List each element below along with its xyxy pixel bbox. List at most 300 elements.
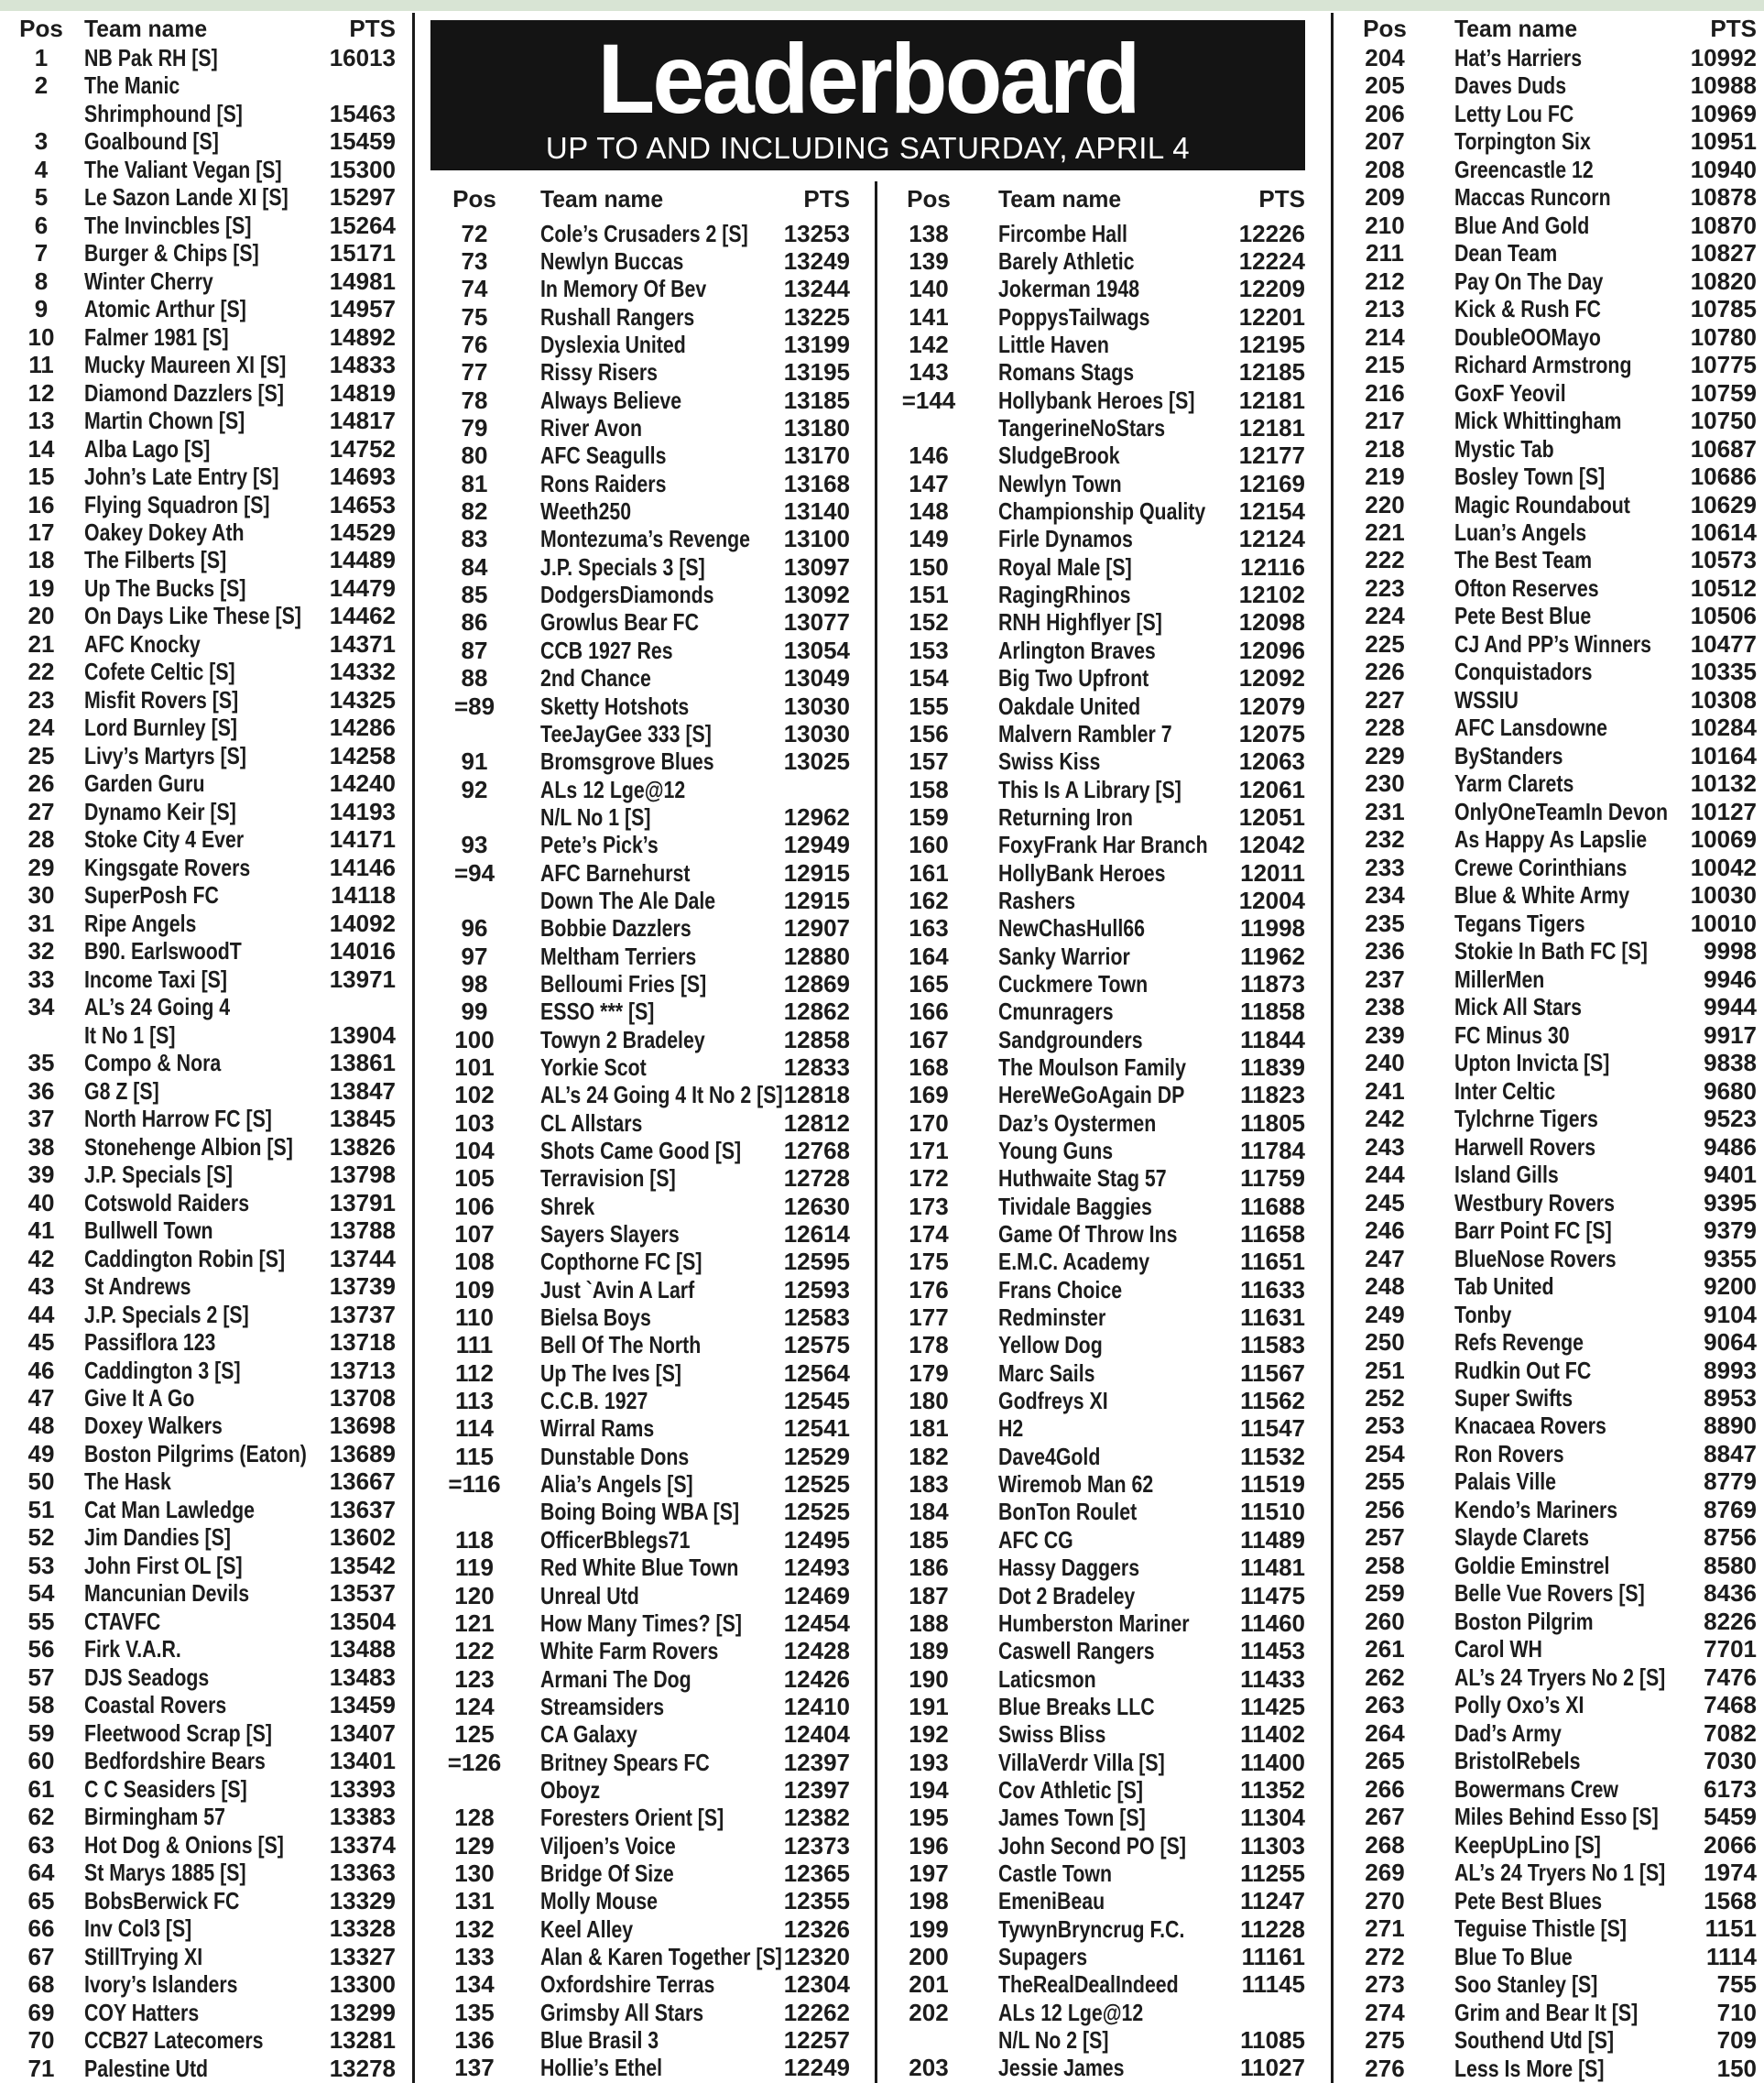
points-cell: 13092 xyxy=(783,581,850,609)
points-cell: 6173 xyxy=(1704,1774,1757,1803)
leaderboard-row xyxy=(892,414,1305,442)
points-cell: 12525 xyxy=(783,1470,850,1499)
position-cell: 81 xyxy=(461,469,488,497)
points-cell: 13170 xyxy=(783,442,850,470)
team-name-cell: RNH Highflyer [S] xyxy=(998,608,1162,637)
points-cell: 11688 xyxy=(1240,1192,1305,1220)
points-cell: 10629 xyxy=(1690,490,1757,518)
leaderboard-row xyxy=(892,1332,1305,1359)
team-name-cell: AL’s 24 Tryers No 2 [S] xyxy=(1454,1663,1666,1691)
leaderboard-row xyxy=(438,1832,850,1859)
points-cell: 11583 xyxy=(1240,1331,1305,1359)
points-cell: 13904 xyxy=(329,1020,396,1049)
team-name-cell: On Days Like These [S] xyxy=(84,602,301,630)
points-cell: 10030 xyxy=(1690,881,1757,910)
points-cell: 12320 xyxy=(783,1942,850,1970)
position-cell: 273 xyxy=(1365,1970,1405,1999)
position-cell: 138 xyxy=(909,219,949,247)
leaderboard-row xyxy=(1348,1663,1757,1691)
position-cell: 238 xyxy=(1365,993,1405,1021)
team-name-cell: The Invincbles [S] xyxy=(84,211,252,239)
leaderboard-row xyxy=(892,1805,1305,1832)
leaderboard-row xyxy=(438,1943,850,1970)
points-cell: 12181 xyxy=(1238,414,1305,442)
points-cell: 13180 xyxy=(783,414,850,442)
leaderboard-row xyxy=(892,1249,1305,1276)
team-name-cell: Kick & Rush FC xyxy=(1454,295,1601,323)
team-name-cell: Foresters Orient [S] xyxy=(540,1804,724,1832)
points-cell: 10951 xyxy=(1690,127,1757,156)
leaderboard-row xyxy=(7,1105,396,1132)
position-cell: 258 xyxy=(1365,1551,1405,1579)
leaderboard-row xyxy=(438,497,850,525)
position-cell: 37 xyxy=(27,1105,55,1133)
points-cell: 13798 xyxy=(329,1161,396,1189)
points-cell: 12154 xyxy=(1238,497,1305,526)
leaderboard-row xyxy=(1348,854,1757,881)
points-cell: 11962 xyxy=(1240,942,1305,970)
points-cell: 11027 xyxy=(1240,2054,1305,2082)
points-cell: 14653 xyxy=(329,490,396,518)
leaderboard-row xyxy=(438,2055,850,2082)
team-name-cell: Pete Best Blues xyxy=(1454,1886,1603,1914)
team-name-cell: Burger & Chips [S] xyxy=(84,239,259,267)
leaderboard-row xyxy=(438,387,850,414)
team-name-cell: Cat Man Lawledge xyxy=(84,1495,255,1523)
position-cell: 235 xyxy=(1365,909,1405,937)
points-cell: 10870 xyxy=(1690,211,1757,239)
leaderboard-row xyxy=(1348,183,1757,211)
team-name-cell: CCB27 Latecomers xyxy=(84,2026,264,2055)
points-cell: 10308 xyxy=(1690,685,1757,714)
points-cell: 12181 xyxy=(1238,386,1305,414)
leaderboard-row xyxy=(7,1914,396,1942)
team-name-cell: Rissy Risers xyxy=(540,358,659,387)
points-cell: 12630 xyxy=(783,1192,850,1220)
team-name-cell: ByStanders xyxy=(1454,741,1563,769)
position-cell: 220 xyxy=(1365,490,1405,518)
team-name-cell: Upton Invicta [S] xyxy=(1454,1049,1610,1077)
leaderboard-row xyxy=(892,1499,1305,1526)
points-cell: 11352 xyxy=(1240,1775,1305,1804)
position-cell: 155 xyxy=(909,692,949,720)
position-cell: 185 xyxy=(909,1525,949,1554)
position-cell: 172 xyxy=(909,1164,949,1193)
leaderboard-row xyxy=(1348,1412,1757,1440)
leaderboard-row xyxy=(438,1026,850,1053)
leaderboard-row xyxy=(7,435,396,463)
position-cell: 225 xyxy=(1365,629,1405,658)
team-name-cell: C.C.B. 1927 xyxy=(540,1387,648,1415)
position-cell: 194 xyxy=(909,1775,949,1804)
points-cell: 150 xyxy=(1716,2054,1757,2082)
position-cell: 274 xyxy=(1365,1998,1405,2026)
team-name-cell: Hollie’s Ethel xyxy=(540,2054,663,2082)
leaderboard-row xyxy=(438,1693,850,1720)
team-name-cell: N/L No 1 [S] xyxy=(540,802,651,831)
points-cell: 12614 xyxy=(783,1220,850,1249)
leaderboard-row xyxy=(1348,1999,1757,2026)
leaderboard-row xyxy=(1348,44,1757,71)
team-name-cell: CJ And PP’s Winners xyxy=(1454,629,1652,658)
points-cell: 9523 xyxy=(1704,1105,1757,1133)
leaderboard-row xyxy=(1348,1943,1757,1970)
team-name-cell: Southend Utd [S] xyxy=(1454,2026,1615,2055)
team-name-cell: Dunstable Dons xyxy=(540,1442,690,1470)
points-cell: 14529 xyxy=(329,518,396,546)
points-cell: 10759 xyxy=(1690,378,1757,407)
team-name-cell: Swiss Kiss xyxy=(998,747,1101,776)
position-cell: 49 xyxy=(27,1439,55,1467)
position-cell: 43 xyxy=(27,1272,55,1301)
position-cell: 41 xyxy=(27,1216,55,1245)
points-cell: 13401 xyxy=(329,1747,396,1775)
team-name-cell: RagingRhinos xyxy=(998,581,1131,609)
team-name-cell: John’s Late Entry [S] xyxy=(84,463,279,491)
position-cell: 20 xyxy=(27,602,55,630)
top-edge-strip xyxy=(0,0,1764,11)
points-cell: 710 xyxy=(1716,1998,1757,2026)
position-cell: 267 xyxy=(1365,1803,1405,1831)
team-name-cell: NB Pak RH [S] xyxy=(84,43,218,71)
position-cell: 70 xyxy=(27,2026,55,2055)
team-name-cell: Harwell Rovers xyxy=(1454,1132,1596,1161)
team-name-cell: Humberston Mariner xyxy=(998,1609,1190,1637)
team-name-cell: StillTrying XI xyxy=(84,1942,203,1970)
position-cell: 275 xyxy=(1365,2026,1405,2055)
position-cell: 216 xyxy=(1365,378,1405,407)
position-cell: 44 xyxy=(27,1300,55,1328)
team-name-cell: PoppysTailwags xyxy=(998,302,1150,331)
points-cell: 7082 xyxy=(1704,1718,1757,1747)
position-cell: 12 xyxy=(27,378,55,407)
leaderboard-row xyxy=(892,581,1305,608)
leaderboard-row xyxy=(892,915,1305,943)
leaderboard-row xyxy=(892,1220,1305,1248)
leaderboard-row xyxy=(1348,295,1757,322)
position-cell: 5 xyxy=(34,183,49,212)
leaderboard-row xyxy=(7,2055,396,2082)
team-name-cell: White Farm Rovers xyxy=(540,1637,719,1665)
leaderboard-row xyxy=(892,776,1305,803)
leaderboard-row xyxy=(7,156,396,183)
leaderboard-row xyxy=(438,887,850,914)
position-cell: 152 xyxy=(909,608,949,637)
team-name-cell: Just `Avin A Larf xyxy=(540,1275,695,1303)
leaderboard-row xyxy=(892,637,1305,664)
position-cell: 257 xyxy=(1365,1523,1405,1552)
leaderboard-row xyxy=(1348,1468,1757,1496)
team-name-cell: Championship Quality xyxy=(998,497,1206,526)
team-name-cell: Game Of Throw Ins xyxy=(998,1220,1178,1249)
leaderboard-row xyxy=(7,100,396,127)
position-cell: 183 xyxy=(909,1470,949,1499)
points-cell: 755 xyxy=(1716,1970,1757,1999)
leaderboard-row xyxy=(7,1608,396,1635)
team-name-cell: J.P. Specials 2 [S] xyxy=(84,1300,249,1328)
position-cell: 23 xyxy=(27,685,55,714)
leaderboard-row xyxy=(1348,1301,1757,1328)
position-cell: 65 xyxy=(27,1886,55,1914)
position-cell: 85 xyxy=(461,581,488,609)
position-cell: 102 xyxy=(454,1081,495,1109)
position-cell: 11 xyxy=(28,351,54,379)
points-cell: 12102 xyxy=(1238,581,1305,609)
team-name-cell: Alba Lago [S] xyxy=(84,434,211,463)
leaderboard-row xyxy=(1348,826,1757,854)
points-cell: 11631 xyxy=(1240,1303,1305,1332)
team-name-cell: Atomic Arthur [S] xyxy=(84,295,246,323)
points-cell: 11303 xyxy=(1240,1831,1305,1859)
position-cell: 55 xyxy=(27,1607,55,1635)
team-name-cell: Stoke City 4 Ever xyxy=(84,825,245,854)
leaderboard-row xyxy=(7,1719,396,1747)
team-name-cell: GoxF Yeovil xyxy=(1454,378,1566,407)
team-name-cell: Hassy Daggers xyxy=(998,1554,1140,1582)
points-cell: 14892 xyxy=(329,322,396,351)
points-cell: 12098 xyxy=(1238,608,1305,637)
team-name-cell: Montezuma’s Revenge xyxy=(540,525,751,553)
team-name-cell: Yorkie Scot xyxy=(540,1052,647,1081)
points-cell: 12525 xyxy=(783,1498,850,1526)
leaderboard-row xyxy=(7,1245,396,1272)
position-cell: 39 xyxy=(27,1161,55,1189)
position-cell: 226 xyxy=(1365,658,1405,686)
position-cell: 242 xyxy=(1365,1105,1405,1133)
team-name-cell: In Memory Of Bev xyxy=(540,275,707,303)
leaderboard-row xyxy=(7,882,396,910)
leaderboard-row xyxy=(1348,965,1757,993)
position-cell: 1 xyxy=(34,43,49,71)
team-name-cell: Less Is More [S] xyxy=(1454,2054,1605,2082)
position-cell: 103 xyxy=(454,1108,495,1137)
team-name-cell: How Many Times? [S] xyxy=(540,1609,742,1637)
points-cell: 12833 xyxy=(783,1052,850,1081)
points-cell: 11651 xyxy=(1240,1248,1305,1276)
leaderboard-row xyxy=(7,1412,396,1440)
team-name-cell: Birmingham 57 xyxy=(84,1803,226,1831)
position-cell: 181 xyxy=(909,1414,949,1443)
team-name-cell: J.P. Specials 3 [S] xyxy=(540,552,705,581)
position-cell: 124 xyxy=(454,1692,495,1720)
position-cell: 229 xyxy=(1365,741,1405,769)
points-cell: 11839 xyxy=(1240,1052,1305,1081)
points-cell: 13713 xyxy=(329,1356,396,1384)
points-cell: 10512 xyxy=(1690,573,1757,602)
points-cell: 12169 xyxy=(1238,469,1305,497)
points-cell: 12004 xyxy=(1238,886,1305,914)
position-cell: 17 xyxy=(27,518,55,546)
position-cell: 92 xyxy=(461,775,488,803)
position-cell: 10 xyxy=(27,322,55,351)
position-cell: 204 xyxy=(1365,43,1405,71)
leaderboard-row xyxy=(438,1609,850,1637)
leaderboard-row xyxy=(892,1137,1305,1164)
points-cell: 8779 xyxy=(1704,1467,1757,1496)
team-name-cell: Fircombe Hall xyxy=(998,219,1127,247)
leaderboard-row xyxy=(438,1303,850,1331)
points-cell: 11532 xyxy=(1240,1442,1305,1470)
leaderboard-row xyxy=(892,1303,1305,1331)
points-cell: 1568 xyxy=(1704,1886,1757,1914)
points-cell: 13698 xyxy=(329,1412,396,1440)
team-name-cell: Belle Vue Rovers [S] xyxy=(1454,1579,1645,1608)
column-header xyxy=(438,185,850,213)
points-cell: 14489 xyxy=(329,546,396,574)
team-name-cell: Yarm Clarets xyxy=(1454,769,1574,798)
points-cell: 13845 xyxy=(329,1105,396,1133)
points-cell: 14325 xyxy=(329,685,396,714)
position-cell: 222 xyxy=(1365,546,1405,574)
points-cell: 9680 xyxy=(1704,1076,1757,1105)
points-cell: 13744 xyxy=(329,1244,396,1272)
leaderboard-row xyxy=(1348,1887,1757,1914)
team-name-cell: Garden Guru xyxy=(84,769,205,798)
position-cell: 104 xyxy=(454,1137,495,1165)
team-name-cell: Ripe Angels xyxy=(84,909,197,937)
team-name-cell: John First OL [S] xyxy=(84,1551,243,1579)
position-cell: 193 xyxy=(909,1748,949,1776)
position-cell: 163 xyxy=(909,914,949,943)
points-cell: 13168 xyxy=(783,469,850,497)
position-cell: 129 xyxy=(454,1831,495,1859)
header-pts: PTS xyxy=(1258,184,1305,213)
leaderboard-row xyxy=(1348,1357,1757,1384)
team-name-cell: C C Seasiders [S] xyxy=(84,1774,247,1803)
team-name-cell: Compo & Nora xyxy=(84,1049,222,1077)
position-cell: 219 xyxy=(1365,463,1405,491)
leaderboard-row xyxy=(7,1887,396,1914)
position-cell: 29 xyxy=(27,853,55,881)
leaderboard-row xyxy=(1348,1552,1757,1579)
team-name-cell: Livy’s Martyrs [S] xyxy=(84,741,246,769)
team-name-cell: BlueNose Rovers xyxy=(1454,1244,1617,1272)
position-cell: 187 xyxy=(909,1581,949,1609)
points-cell: 1151 xyxy=(1704,1914,1757,1943)
points-cell: 11510 xyxy=(1240,1498,1305,1526)
team-name-cell: BonTon Roulet xyxy=(998,1498,1138,1526)
leaderboard-row xyxy=(438,442,850,470)
team-name-cell: DodgersDiamonds xyxy=(540,581,714,609)
points-cell: 12949 xyxy=(783,831,850,859)
leaderboard-row xyxy=(1348,212,1757,239)
position-cell: 269 xyxy=(1365,1859,1405,1887)
position-cell: 237 xyxy=(1365,965,1405,993)
team-name-cell: Carol WH xyxy=(1454,1635,1542,1663)
leaderboard-row xyxy=(892,1943,1305,1970)
points-cell: 12541 xyxy=(783,1414,850,1443)
position-cell: 32 xyxy=(27,937,55,965)
points-cell: 12469 xyxy=(783,1581,850,1609)
team-name-cell: Ron Rovers xyxy=(1454,1439,1564,1467)
points-cell: 13225 xyxy=(783,302,850,331)
leaderboard-row xyxy=(892,1832,1305,1859)
position-cell: 178 xyxy=(909,1331,949,1359)
leaderboard-row xyxy=(892,1609,1305,1637)
leaderboard-row xyxy=(438,1888,850,1915)
team-name-cell: Slayde Clarets xyxy=(1454,1523,1589,1552)
position-cell: 132 xyxy=(454,1914,495,1943)
rows-container xyxy=(7,44,396,2082)
position-cell: 58 xyxy=(27,1691,55,1719)
position-cell: 211 xyxy=(1366,239,1404,267)
points-cell: 8847 xyxy=(1704,1439,1757,1467)
position-cell: 2 xyxy=(34,71,49,100)
position-cell: 148 xyxy=(909,497,949,526)
points-cell: 13281 xyxy=(329,2026,396,2055)
team-name-cell: TeeJayGee 333 [S] xyxy=(540,719,712,747)
column-divider-1 xyxy=(412,13,415,2083)
points-cell: 7030 xyxy=(1704,1747,1757,1775)
leaderboard-row xyxy=(438,803,850,831)
leaderboard-row xyxy=(7,379,396,407)
leaderboard-row xyxy=(1348,1719,1757,1747)
banner-subtitle: UP TO AND INCLUDING SATURDAY, APRIL 4 xyxy=(545,131,1191,165)
position-cell: 266 xyxy=(1365,1774,1405,1803)
points-cell: 8890 xyxy=(1704,1412,1757,1440)
leaderboard-row xyxy=(1348,351,1757,378)
team-name-cell: Blue To Blue xyxy=(1454,1942,1573,1970)
position-cell: 114 xyxy=(455,1414,494,1443)
leaderboard-row xyxy=(1348,1496,1757,1523)
position-cell: 35 xyxy=(27,1049,55,1077)
team-name-cell: Yellow Dog xyxy=(998,1331,1103,1359)
points-cell: 8953 xyxy=(1704,1384,1757,1412)
position-cell: 72 xyxy=(461,219,488,247)
header-pts: PTS xyxy=(803,184,850,213)
leaderboard-row xyxy=(1348,1524,1757,1552)
leaderboard-row xyxy=(1348,2026,1757,2054)
points-cell: 12426 xyxy=(783,1664,850,1693)
team-name-cell: Oxfordshire Terras xyxy=(540,1970,715,1999)
position-cell: 265 xyxy=(1365,1747,1405,1775)
points-cell: 9379 xyxy=(1704,1216,1757,1245)
position-cell: 98 xyxy=(461,969,488,998)
leaderboard-row xyxy=(7,1189,396,1216)
points-cell: 8436 xyxy=(1704,1579,1757,1608)
position-cell: 208 xyxy=(1365,155,1405,183)
team-name-cell: Inter Celtic xyxy=(1454,1076,1556,1105)
banner-title: Leaderboard xyxy=(597,23,1138,134)
team-name-cell: Bielsa Boys xyxy=(540,1303,651,1332)
position-cell: 66 xyxy=(27,1914,55,1943)
position-cell: 191 xyxy=(909,1692,949,1720)
leaderboard-row xyxy=(7,1943,396,1970)
team-name-cell: The Filberts [S] xyxy=(84,546,227,574)
points-cell: 12195 xyxy=(1238,331,1305,359)
leaderboard-row xyxy=(1348,1859,1757,1886)
leaderboard-row xyxy=(1348,71,1757,99)
points-cell: 10164 xyxy=(1690,741,1757,769)
position-cell: 100 xyxy=(454,1025,495,1053)
team-name-cell: Barely Athletic xyxy=(998,247,1135,276)
team-name-cell: Mick Whittingham xyxy=(1454,407,1622,435)
points-cell: 12092 xyxy=(1238,664,1305,693)
points-cell: 12768 xyxy=(783,1137,850,1165)
rows-container xyxy=(1348,44,1757,2082)
team-name-cell: Bedfordshire Bears xyxy=(84,1747,266,1775)
leaderboard-row xyxy=(438,2026,850,2054)
team-name-cell: Royal Male [S] xyxy=(998,552,1132,581)
points-cell: 10878 xyxy=(1690,183,1757,212)
position-cell: 271 xyxy=(1365,1914,1405,1943)
team-name-cell: John Second PO [S] xyxy=(998,1831,1186,1859)
points-cell: 10780 xyxy=(1690,322,1757,351)
position-cell: 164 xyxy=(909,942,949,970)
position-cell: 107 xyxy=(454,1220,495,1249)
position-cell: 174 xyxy=(909,1220,949,1249)
position-cell: 68 xyxy=(27,1970,55,1999)
